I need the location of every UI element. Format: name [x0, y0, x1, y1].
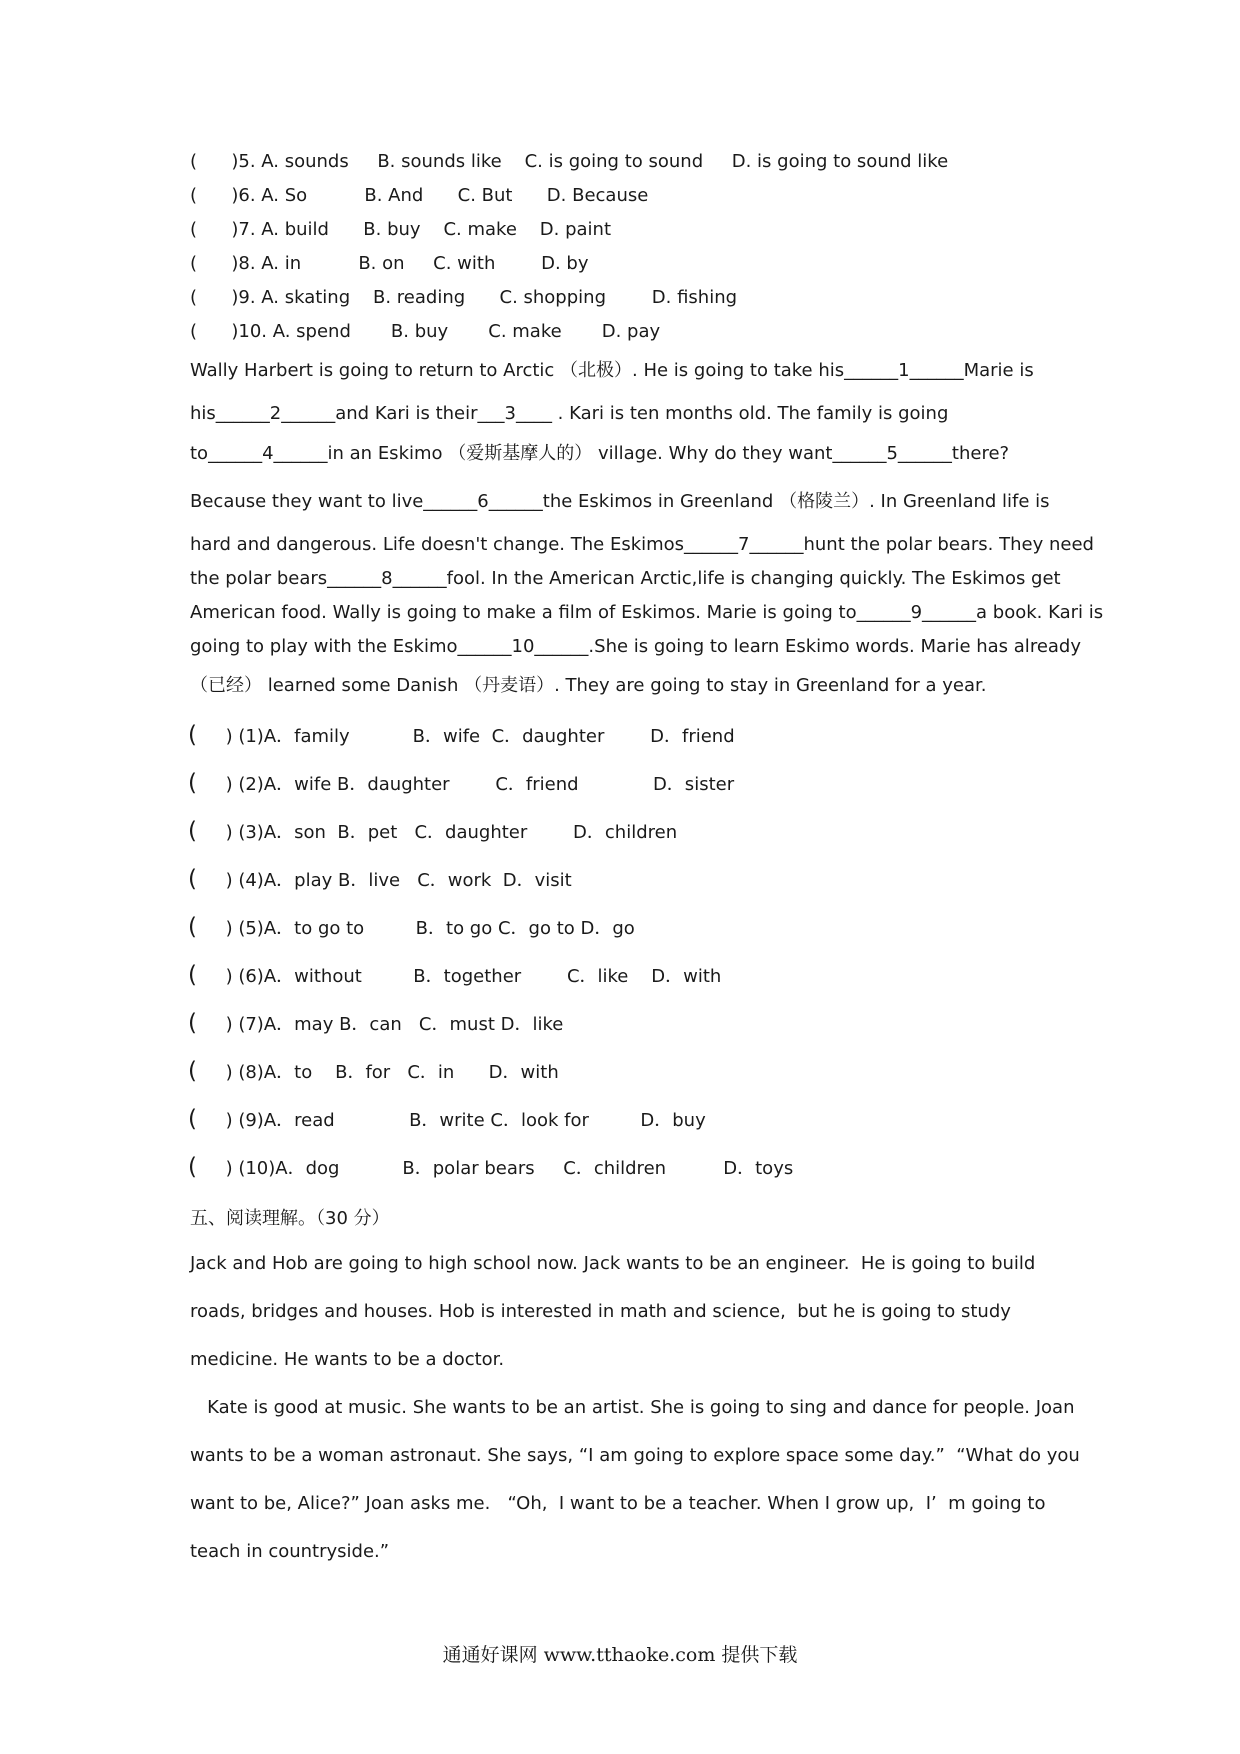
question-8: ( )8. A. in B. on C. with D. by — [190, 253, 589, 274]
question-7: ( )7. A. build B. buy C. make D. paint — [190, 219, 612, 240]
passage-line: want to be, Alice?” Joan asks me. “Oh, I want to be a teacher. When I grow up, I’ m going to — [190, 1493, 1046, 1514]
question-text: ) (10)A．dog B．polar bears C．children D．toys — [196, 1158, 794, 1179]
answer-bracket: ( — [188, 818, 197, 844]
question-text: ) (1)A．family B．wife C．daughter D．friend — [196, 726, 735, 747]
question-text: ) (4)A．play B．live C．work D．visit — [196, 870, 572, 891]
section-heading: 五、阅读理解。（30 分） — [190, 1208, 390, 1229]
passage-line: Kate is good at music. She wants to be an artist. She is going to sing and dance for people. Joan — [190, 1397, 1075, 1418]
passage-line: medicine. He wants to be a doctor. — [190, 1349, 505, 1370]
question-cloze-10 — [188, 1154, 793, 1182]
passage-line: Wally Harbert is going to return to Arctic （北极）. He is going to take his______1______Marie is — [190, 360, 1034, 381]
answer-bracket: ( — [188, 1106, 197, 1132]
question-cloze-8 — [188, 1058, 559, 1086]
passage-line: hard and dangerous. Life doesn't change. The Eskimos______7______hunt the polar bears. They need — [190, 534, 1094, 555]
passage-line: the polar bears______8______fool. In the American Arctic,life is changing quickly. The Eskimos get — [190, 568, 1061, 589]
answer-bracket: ( — [188, 914, 197, 940]
question-cloze-2 — [188, 770, 734, 798]
question-text: ) (5)A．to go to B．to go C．go to D．go — [196, 918, 635, 939]
passage-line: to______4______in an Eskimo （爱斯基摩人的） village. Why do they want______5______there? — [190, 443, 1010, 464]
answer-bracket: ( — [188, 1058, 197, 1084]
passage-line: going to play with the Eskimo______10______.She is going to learn Eskimo words. Marie has already — [190, 636, 1081, 657]
question-text: ) (6)A．without B．together C．like D．with — [196, 966, 722, 987]
answer-bracket: ( — [188, 866, 197, 892]
question-cloze-5 — [188, 914, 635, 942]
passage-line: （已经） learned some Danish （丹麦语）. They are going to stay in Greenland for a year. — [190, 675, 987, 696]
question-10: ( )10. A. spend B. buy C. make D. pay — [190, 321, 661, 342]
question-5: ( )5. A. sounds B. sounds like C. is going to sound D. is going to sound like — [190, 151, 949, 172]
passage-line: wants to be a woman astronaut. She says, “I am going to explore space some day.” “What do you — [190, 1445, 1080, 1466]
answer-bracket: ( — [188, 1154, 197, 1180]
question-cloze-6 — [188, 962, 721, 990]
answer-bracket: ( — [188, 962, 197, 988]
passage-line: roads, bridges and houses. Hob is interested in math and science, but he is going to study — [190, 1301, 1011, 1322]
passage-line: Jack and Hob are going to high school now. Jack wants to be an engineer. He is going to build — [190, 1253, 1036, 1274]
answer-bracket: ( — [188, 722, 197, 748]
question-cloze-3 — [188, 818, 677, 846]
question-text: ) (9)A．read B．write C．look for D．buy — [196, 1110, 706, 1131]
page-footer: 通通好课网 www.tthaoke.com 提供下载 — [442, 1644, 798, 1666]
question-text: ) (8)A．to B．for C．in D．with — [196, 1062, 559, 1083]
question-text: ) (7)A．may B．can C．must D．like — [196, 1014, 564, 1035]
answer-bracket: ( — [188, 770, 197, 796]
question-text: ) (2)A．wife B．daughter C．friend D．sister — [196, 774, 735, 795]
passage-line: teach in countryside.” — [190, 1541, 390, 1562]
question-cloze-9 — [188, 1106, 706, 1134]
question-9: ( )9. A. skating B. reading C. shopping D. fishing — [190, 287, 738, 308]
passage-line: Because they want to live______6______the Eskimos in Greenland （格陵兰）. In Greenland life is — [190, 491, 1050, 512]
passage-line: American food. Wally is going to make a film of Eskimos. Marie is going to______9______a book. Kari is — [190, 602, 1104, 623]
passage-line: his______2______and Kari is their___3____ . Kari is ten months old. The family is going — [190, 403, 949, 424]
question-cloze-1 — [188, 722, 735, 750]
question-cloze-4 — [188, 866, 572, 894]
question-6: ( )6. A. So B. And C. But D. Because — [190, 185, 649, 206]
question-text: ) (3)A．son B．pet C．daughter D．children — [196, 822, 678, 843]
answer-bracket: ( — [188, 1010, 197, 1036]
question-cloze-7 — [188, 1010, 563, 1038]
